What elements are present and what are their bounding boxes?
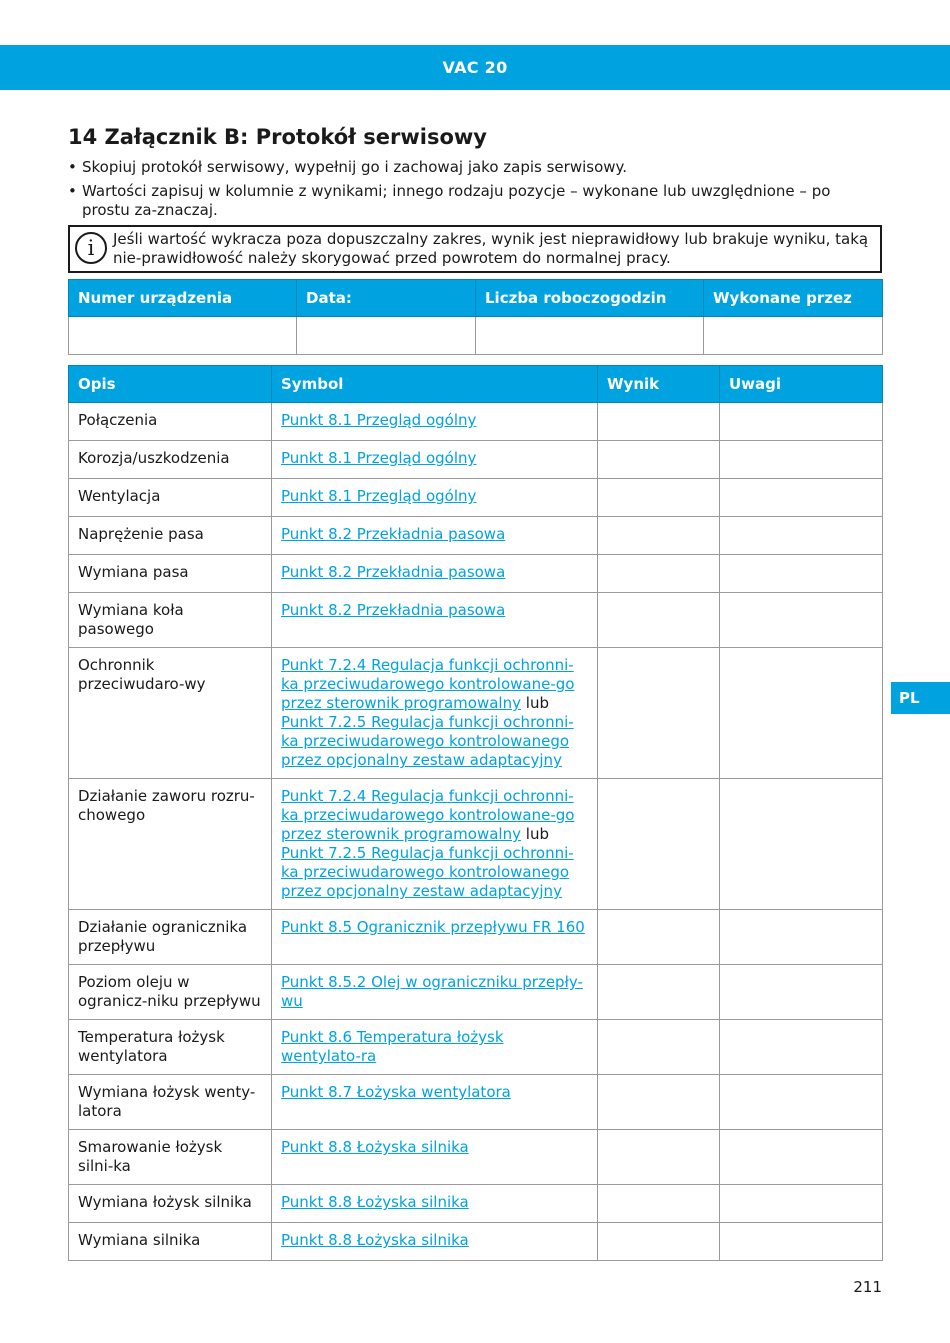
remarks-cell[interactable] xyxy=(720,479,883,517)
result-cell[interactable] xyxy=(598,1075,720,1130)
device-info-table xyxy=(68,279,883,355)
symbol-cell xyxy=(272,1130,598,1185)
section-reference-link[interactable]: Punkt 8.1 Przegląd ogólny xyxy=(281,449,477,467)
performed-by-header: Wykonane przez xyxy=(704,280,883,317)
result-cell[interactable] xyxy=(598,517,720,555)
remarks-cell[interactable] xyxy=(720,555,883,593)
section-reference-link[interactable]: Punkt 8.8 Łożyska silnika xyxy=(281,1193,469,1211)
device-number-header: Numer urządzenia xyxy=(69,280,297,317)
result-cell[interactable] xyxy=(598,910,720,965)
description-cell: Wymiana łożysk wenty-latora xyxy=(69,1075,272,1130)
table-row xyxy=(69,593,883,648)
symbol-cell xyxy=(272,779,598,910)
table-row xyxy=(69,517,883,555)
description-cell: Korozja/uszkodzenia xyxy=(69,441,272,479)
section-reference-link[interactable]: Punkt 7.2.5 Regulacja funkcji ochronni-ka przeciwudarowego kontrolowanego przez opcjonalny zestaw adaptacyjny xyxy=(281,713,574,769)
result-cell[interactable] xyxy=(598,555,720,593)
description-cell: Smarowanie łożysk silni-ka xyxy=(69,1130,272,1185)
symbol-cell xyxy=(272,441,598,479)
section-reference-link[interactable]: Punkt 8.6 Temperatura łożysk wentylato-ra xyxy=(281,1028,504,1065)
table-row xyxy=(69,1020,883,1075)
symbol-cell xyxy=(272,1020,598,1075)
symbol-cell xyxy=(272,403,598,441)
description-cell: Ochronnik przeciwudaro-wy xyxy=(69,648,272,779)
remarks-cell[interactable] xyxy=(720,1223,883,1261)
symbol-cell xyxy=(272,965,598,1020)
result-header: Wynik xyxy=(598,366,720,403)
section-reference-link[interactable]: Punkt 8.2 Przekładnia pasowa xyxy=(281,525,506,543)
device-number-cell[interactable] xyxy=(69,317,297,355)
remarks-cell[interactable] xyxy=(720,910,883,965)
result-cell[interactable] xyxy=(598,648,720,779)
instruction-list xyxy=(68,158,882,220)
result-cell[interactable] xyxy=(598,965,720,1020)
table-row xyxy=(69,779,883,910)
table-row xyxy=(69,648,883,779)
page-number: 211 xyxy=(853,1278,882,1296)
description-cell: Temperatura łożysk wentylatora xyxy=(69,1020,272,1075)
protocol-rows xyxy=(69,403,883,1261)
description-cell: Wymiana łożysk silnika xyxy=(69,1185,272,1223)
or-joiner: lub xyxy=(525,694,549,712)
table-row xyxy=(69,555,883,593)
table-row xyxy=(69,1223,883,1261)
info-icon: i xyxy=(75,232,107,264)
section-reference-link[interactable]: Punkt 8.1 Przegląd ogólny xyxy=(281,411,477,429)
section-reference-link[interactable]: Punkt 7.2.4 Regulacja funkcji ochronni-ka przeciwudarowego kontrolowane-go przez sterownik programowalny xyxy=(281,787,575,843)
symbol-cell xyxy=(272,517,598,555)
remarks-cell[interactable] xyxy=(720,1185,883,1223)
result-cell[interactable] xyxy=(598,779,720,910)
symbol-cell xyxy=(272,910,598,965)
remarks-cell[interactable] xyxy=(720,965,883,1020)
result-cell[interactable] xyxy=(598,403,720,441)
remarks-header: Uwagi xyxy=(720,366,883,403)
table-row xyxy=(69,910,883,965)
header-band xyxy=(0,45,950,90)
description-cell: Działanie zaworu rozru-chowego xyxy=(69,779,272,910)
or-joiner: lub xyxy=(525,825,549,843)
section-reference-link[interactable]: Punkt 7.2.4 Regulacja funkcji ochronni-ka przeciwudarowego kontrolowane-go przez sterownik programowalny xyxy=(281,656,575,712)
date-header: Data: xyxy=(297,280,476,317)
remarks-cell[interactable] xyxy=(720,517,883,555)
remarks-cell[interactable] xyxy=(720,593,883,648)
section-reference-link[interactable]: Punkt 8.1 Przegląd ogólny xyxy=(281,487,477,505)
symbol-header: Symbol xyxy=(272,366,598,403)
remarks-cell[interactable] xyxy=(720,1020,883,1075)
remarks-cell[interactable] xyxy=(720,1130,883,1185)
section-reference-link[interactable]: Punkt 8.7 Łożyska wentylatora xyxy=(281,1083,511,1101)
description-cell: Wymiana koła pasowego xyxy=(69,593,272,648)
table-row xyxy=(69,479,883,517)
table-row xyxy=(69,965,883,1020)
section-reference-link[interactable]: Punkt 8.8 Łożyska silnika xyxy=(281,1231,469,1249)
section-reference-link[interactable]: Punkt 8.5.2 Olej w ograniczniku przepły-wu xyxy=(281,973,583,1010)
symbol-cell xyxy=(272,1185,598,1223)
description-cell: Wymiana pasa xyxy=(69,555,272,593)
section-reference-link[interactable]: Punkt 7.2.5 Regulacja funkcji ochronni-ka przeciwudarowego kontrolowanego przez opcjonalny zestaw adaptacyjny xyxy=(281,844,574,900)
instruction-item: • Skopiuj protokół serwisowy, wypełnij go i zachowaj jako zapis serwisowy. xyxy=(68,158,882,177)
symbol-cell xyxy=(272,593,598,648)
result-cell[interactable] xyxy=(598,1223,720,1261)
section-title: 14 Załącznik B: Protokół serwisowy xyxy=(68,125,487,149)
operating-hours-cell[interactable] xyxy=(476,317,704,355)
description-header: Opis xyxy=(69,366,272,403)
symbol-cell xyxy=(272,1075,598,1130)
language-tab: PL xyxy=(891,682,950,714)
remarks-cell[interactable] xyxy=(720,648,883,779)
table-row xyxy=(69,1075,883,1130)
result-cell[interactable] xyxy=(598,1130,720,1185)
symbol-cell xyxy=(272,479,598,517)
symbol-cell xyxy=(272,648,598,779)
remarks-cell[interactable] xyxy=(720,1075,883,1130)
info-note xyxy=(68,225,882,273)
table-row xyxy=(69,1130,883,1185)
table-row xyxy=(69,403,883,441)
result-cell[interactable] xyxy=(598,593,720,648)
section-reference-link[interactable]: Punkt 8.2 Przekładnia pasowa xyxy=(281,601,506,619)
remarks-cell[interactable] xyxy=(720,441,883,479)
remarks-cell[interactable] xyxy=(720,779,883,910)
content xyxy=(68,122,882,1261)
section-reference-link[interactable]: Punkt 8.2 Przekładnia pasowa xyxy=(281,563,506,581)
description-cell: Wymiana silnika xyxy=(69,1223,272,1261)
operating-hours-header: Liczba roboczogodzin xyxy=(476,280,704,317)
section-reference-link[interactable]: Punkt 8.5 Ogranicznik przepływu FR 160 xyxy=(281,918,585,936)
remarks-cell[interactable] xyxy=(720,403,883,441)
result-cell[interactable] xyxy=(598,441,720,479)
description-cell: Naprężenie pasa xyxy=(69,517,272,555)
info-note-text: Jeśli wartość wykracza poza dopuszczalny zakres, wynik jest nieprawidłowy lub brakuje wyniku, taką nie-prawidłowość należy skorygować przed powrotem do normalnej pracy. xyxy=(113,230,869,267)
result-cell[interactable] xyxy=(598,1185,720,1223)
section-reference-link[interactable]: Punkt 8.8 Łożyska silnika xyxy=(281,1138,469,1156)
symbol-cell xyxy=(272,1223,598,1261)
table-row xyxy=(69,1185,883,1223)
symbol-cell xyxy=(272,555,598,593)
result-cell[interactable] xyxy=(598,1020,720,1075)
performed-by-cell[interactable] xyxy=(704,317,883,355)
instruction-item: • Wartości zapisuj w kolumnie z wynikami; innego rodzaju pozycje – wykonane lub uwzględnione – po prostu za-znaczaj. xyxy=(68,182,882,220)
table-row xyxy=(69,441,883,479)
service-protocol-table xyxy=(68,365,883,1261)
date-cell[interactable] xyxy=(297,317,476,355)
result-cell[interactable] xyxy=(598,479,720,517)
description-cell: Połączenia xyxy=(69,403,272,441)
description-cell: Działanie ogranicznika przepływu xyxy=(69,910,272,965)
description-cell: Wentylacja xyxy=(69,479,272,517)
document-title: VAC 20 xyxy=(442,58,508,77)
description-cell: Poziom oleju w ogranicz-niku przepływu xyxy=(69,965,272,1020)
